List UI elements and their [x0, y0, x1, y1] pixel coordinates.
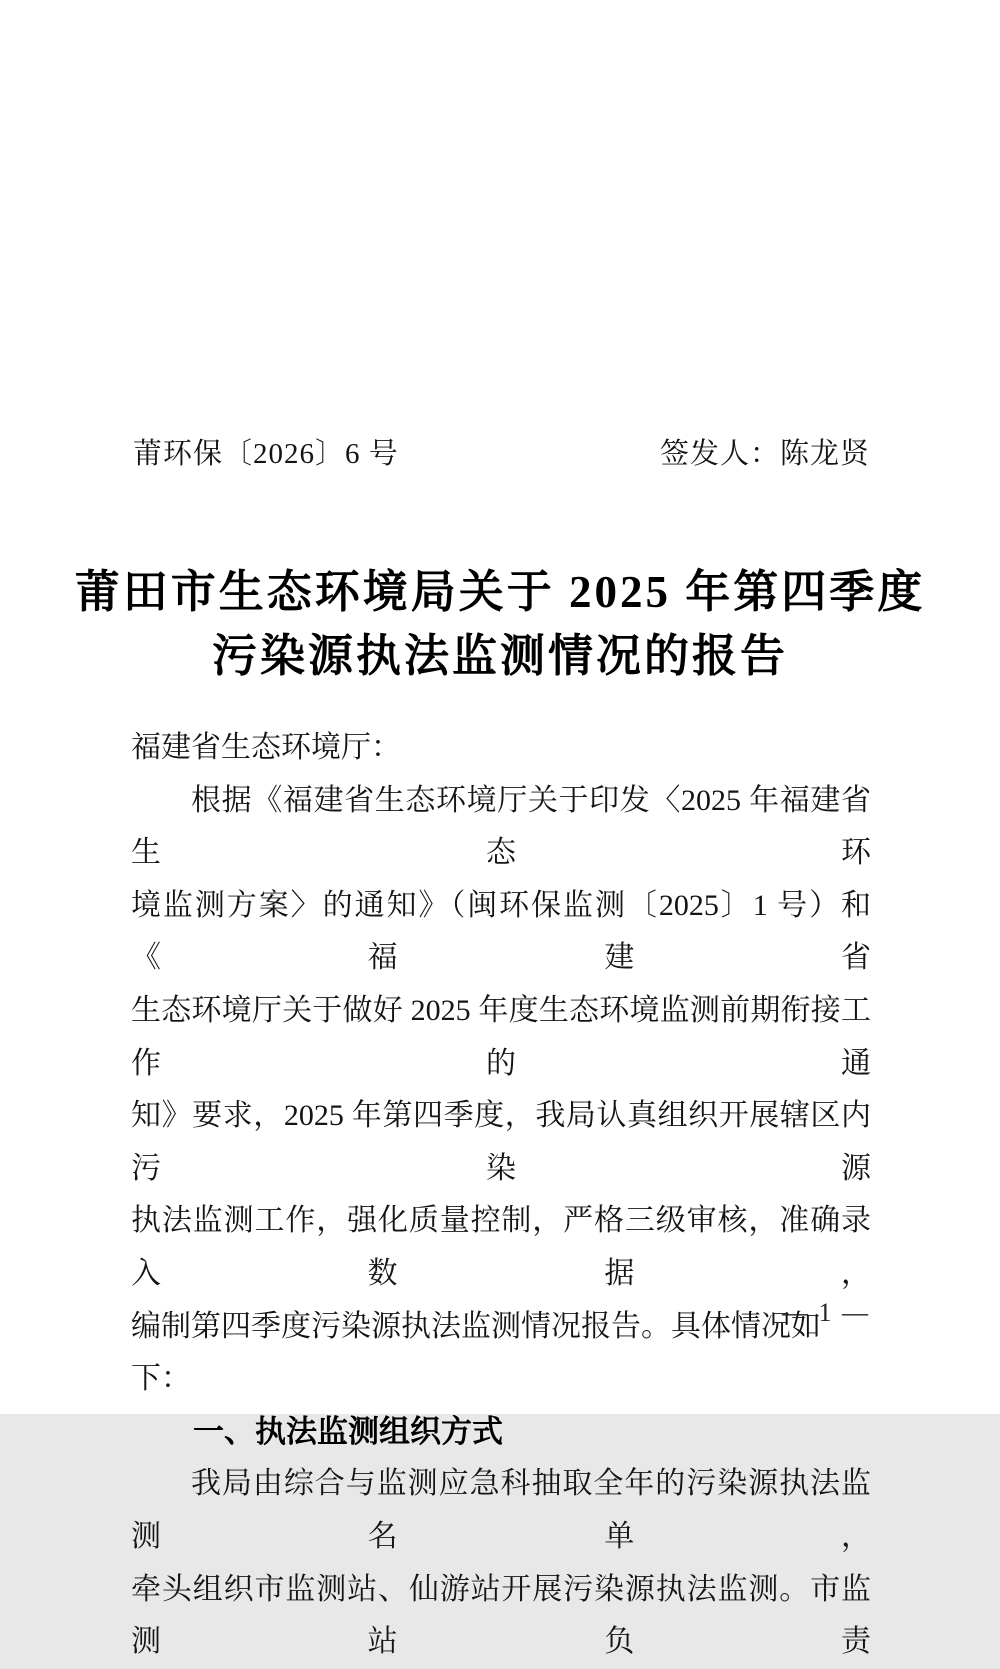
- document-title: [0, 560, 1000, 688]
- paragraph-1-line-3: 生态环境厅关于做好 2025 年度生态环境监测前期衔接工作的通: [131, 993, 871, 1080]
- document-title-line-2: 污染源执法监测情况的报告: [211, 631, 788, 681]
- signer-label: 签发人：陈龙贤: [659, 438, 870, 470]
- salutation: 福建省生态环境厅：: [131, 731, 401, 764]
- doc-number: 莆环保〔2026〕6 号: [133, 438, 399, 470]
- paragraph-2-line-1: 我局由综合与监测应急科抽取全年的污染源执法监测名单，: [131, 1467, 871, 1553]
- paragraph-1-line-5: 执法监测工作，强化质量控制，严格三级审核，准确录入数据，: [131, 1204, 871, 1290]
- paragraph-2-line-2: 牵头组织市监测站、仙游站开展污染源执法监测。市监测站负责: [131, 1572, 871, 1659]
- paragraph-1-line-2: 境监测方案〉的通知》（闽环保监测〔2025〕1 号）和《福建省: [131, 888, 871, 975]
- paragraph-1-line-1: 根据《福建省生态环境厅关于印发〈2025 年福建省生态环: [131, 783, 871, 870]
- document-header-row: [133, 436, 870, 472]
- document-title-line-1: 莆田市生态环境局关于 2025 年第四季度: [74, 567, 926, 617]
- page-number: — 1 —: [782, 1298, 870, 1327]
- section-1-heading: 一、执法监测组织方式: [193, 1413, 503, 1449]
- paragraph-1-line-4: 知》要求，2025 年第四季度，我局认真组织开展辖区内污染源: [131, 1099, 871, 1185]
- paragraph-1-line-6: 编制第四季度污染源执法监测情况报告。具体情况如下：: [131, 1309, 821, 1396]
- document-body: [131, 722, 871, 1669]
